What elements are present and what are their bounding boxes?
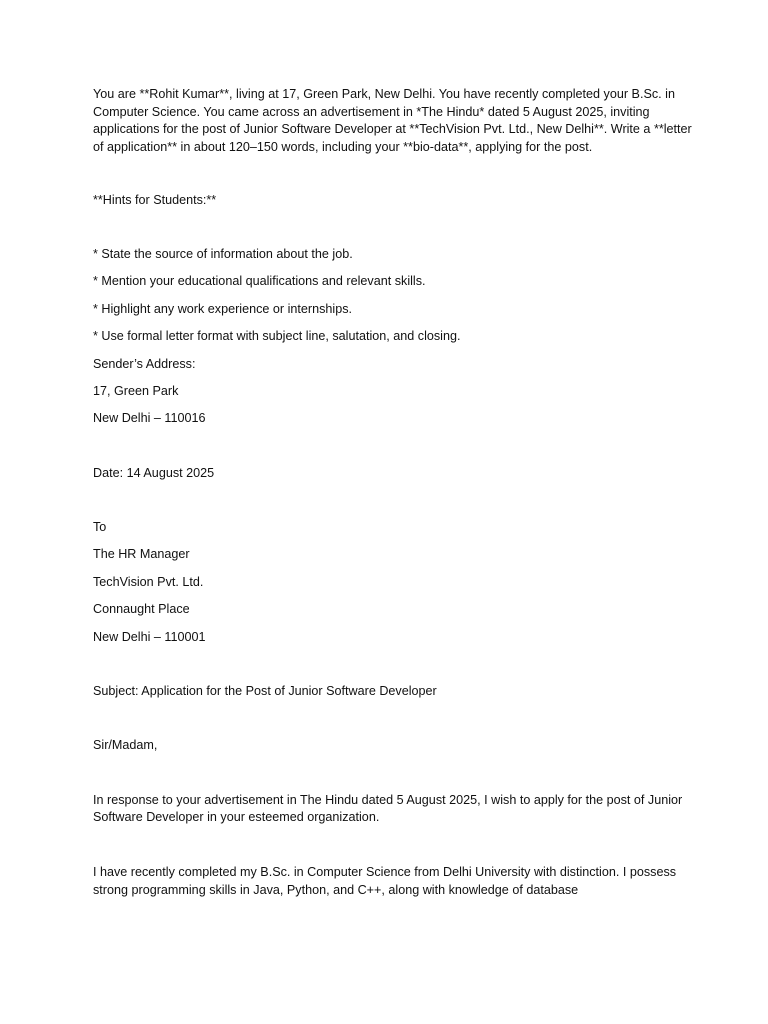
hint-item: * Mention your educational qualifications and relevant skills. <box>93 274 426 289</box>
task-prompt: You are **Rohit Kumar**, living at 17, Green Park, New Delhi. You have recently completed your B.Sc. in Computer Science. You came across an advertisement in *The Hindu* dated 5 August 2025, inviting applications for the post of Junior Software Developer at **TechVision Pvt. Ltd., New Delhi**. Write a **letter of application** in about 120–150 words, including your **bio-data**, applying for the post. <box>93 87 692 154</box>
letter-date: Date: 14 August 2025 <box>93 465 215 480</box>
spacer <box>93 438 693 465</box>
recipient-line: Connaught Place <box>93 602 190 617</box>
sender-address-line: 17, Green Park <box>93 383 179 398</box>
spacer <box>93 710 693 737</box>
sender-address-line: New Delhi – 110016 <box>93 411 206 426</box>
spacer <box>93 765 693 792</box>
recipient-line: New Delhi – 110001 <box>93 629 206 644</box>
letter-subject: Subject: Application for the Post of Junior Software Developer <box>93 684 437 699</box>
spacer <box>93 210 693 246</box>
hint-item: * Use formal letter format with subject line, salutation, and closing. <box>93 329 461 344</box>
letter-salutation: Sir/Madam, <box>93 738 158 753</box>
recipient-to: To <box>93 520 107 535</box>
spacer <box>93 827 693 864</box>
sender-address-label: Sender’s Address: <box>93 356 196 371</box>
document-page <box>93 86 693 899</box>
body-paragraph: I have recently completed my B.Sc. in Computer Science from Delhi University with distinction. I possess strong programming skills in Java, Python, and C++, along with knowledge of database <box>93 865 677 897</box>
spacer <box>93 656 693 683</box>
hint-item: * State the source of information about the job. <box>93 246 353 261</box>
hints-heading: **Hints for Students:** <box>93 193 217 208</box>
spacer <box>93 156 693 192</box>
recipient-line: TechVision Pvt. Ltd. <box>93 574 204 589</box>
spacer <box>93 492 693 519</box>
hint-item: * Highlight any work experience or internships. <box>93 301 353 316</box>
body-paragraph: In response to your advertisement in The Hindu dated 5 August 2025, I wish to apply for the post of Junior Software Developer in your esteemed organization. <box>93 792 683 825</box>
recipient-line: The HR Manager <box>93 547 190 562</box>
